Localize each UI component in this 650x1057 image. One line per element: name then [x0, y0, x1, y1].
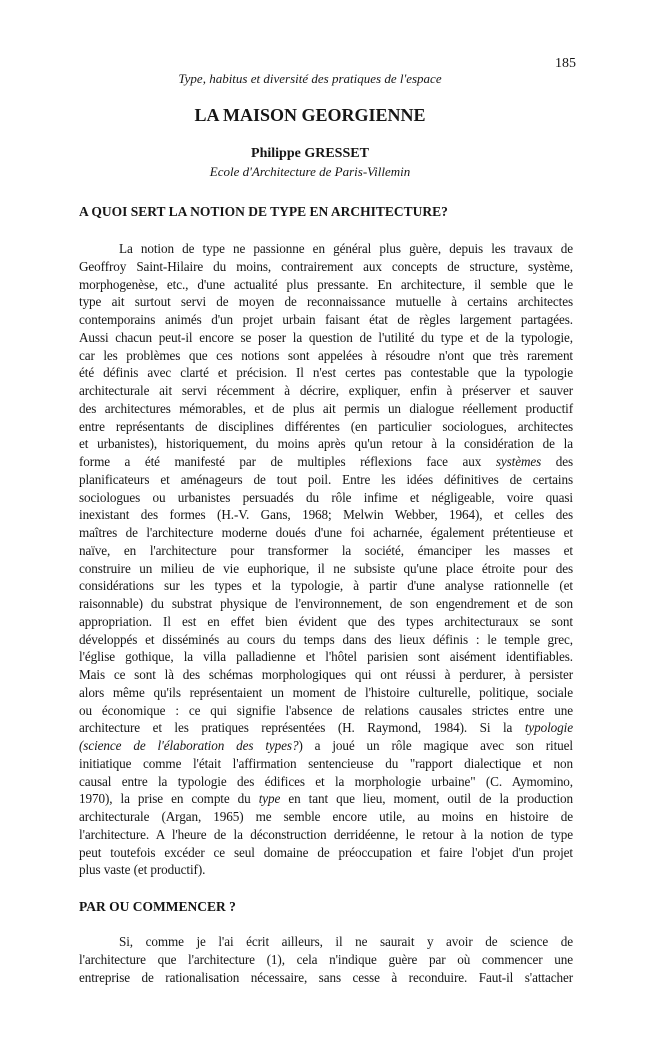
- text-line: [79, 435, 573, 453]
- text-segment: considérations sur les types et la typologie, à partir d'une analyse rationnelle (et: [79, 578, 573, 594]
- text-line: [79, 613, 573, 631]
- text-line: [79, 453, 573, 471]
- text-segment: type ait surtout servi de moyen de reconnaissance mutuelle à certains architectes: [79, 294, 573, 310]
- text-segment: Geoffroy Saint-Hilaire du moins, contrairement aux concepts de structure, système,: [79, 258, 573, 274]
- text-line: [79, 364, 573, 382]
- text-line: [79, 844, 573, 862]
- section-paragraph: [79, 240, 573, 879]
- text-segment: ) a joué un rôle magique avec son rituel: [298, 738, 573, 753]
- section-paragraph: [79, 933, 573, 986]
- article-title: LA MAISON GEORGIENNE: [194, 105, 426, 125]
- text-segment: architecturale ait servi récemment à décrire, expliquer, enfin à préserver et sauver: [79, 383, 573, 398]
- text-line: [79, 560, 573, 578]
- section-heading: A QUOI SERT LA NOTION DE TYPE EN ARCHITECTURE?: [79, 204, 448, 219]
- text-line: [79, 471, 573, 489]
- text-segment: inexistant des formes (H.-V. Gans, 1968; Melwin Webber, 1964), et celles des: [79, 507, 573, 523]
- text-line: [79, 329, 573, 347]
- text-line: [79, 577, 573, 595]
- text-segment: morphogenèse, etc., d'une actualité plus pressante. En architecture, il semble que le: [79, 276, 573, 292]
- text-segment: des: [541, 454, 573, 469]
- text-segment: alors même qu'ils représentaient un moment de l'histoire culturelle, politique, sociale: [79, 684, 573, 700]
- text-segment: contemporains animés d'un projet urbain faisant état de règles largement partagées.: [79, 312, 573, 327]
- running-header: Type, habitus et diversité des pratiques de l'espace: [178, 71, 442, 86]
- text-line: [79, 418, 573, 436]
- text-line: [79, 666, 573, 684]
- text-line: [79, 702, 573, 720]
- italic-text: typologie: [524, 720, 573, 736]
- text-line: [79, 489, 573, 507]
- author-name: Philippe GRESSET: [251, 146, 369, 161]
- text-line: [79, 258, 573, 276]
- text-line: [79, 240, 573, 258]
- text-segment: architecturale (Argan, 1965) me semble encore utile, au moins en histoire de: [79, 809, 573, 824]
- italic-text: systèmes: [495, 454, 542, 469]
- text-segment: l'architecture que l'architecture (1), cela n'indique guère par où commencer une: [79, 951, 573, 967]
- text-line: [79, 790, 573, 808]
- text-line: [79, 773, 573, 791]
- page-number: 185: [555, 56, 576, 71]
- italic-text: type: [258, 791, 281, 807]
- text-line: [79, 293, 573, 311]
- text-line: [79, 648, 573, 666]
- text-segment: sociologues ou urbanistes persuadés du rôle infime et négligeable, voire quasi: [79, 489, 573, 505]
- text-segment: en tant que lieu, moment, outil de la production: [280, 791, 573, 807]
- text-line: [79, 595, 573, 613]
- text-segment: et urbanistes), historiquement, du moins après qu'un retour à la considération de la: [79, 436, 573, 452]
- text-segment: entreprise de rationalisation nécessaire, sans cesse à reconduire. Faut-il s'attacher: [79, 969, 573, 985]
- text-line: [79, 933, 573, 951]
- text-line: [79, 524, 573, 542]
- text-line: [79, 684, 573, 702]
- text-segment: forme a été manifesté par de multiples réflexions face aux: [79, 454, 496, 469]
- text-segment: l'église gothique, la villa palladienne et l'hôtel parisien sont aisément identifiables.: [79, 649, 573, 665]
- author-affiliation: Ecole d'Architecture de Paris-Villemin: [209, 164, 411, 179]
- text-segment: Mais ce sont là des schémas morphologiques qui ont réussi à perdurer, à persister: [79, 667, 573, 682]
- text-segment: peut toutefois excéder ce seul domaine de préoccupation et faire l'objet d'un projet: [79, 844, 573, 860]
- text-line: [79, 506, 573, 524]
- text-segment: appropriation. Il est en effet bien évident que des types architecturaux se sont: [79, 613, 573, 629]
- text-line: [79, 826, 573, 844]
- text-segment: La notion de type ne passionne en général plus guère, depuis les travaux de: [119, 241, 573, 256]
- text-line: [79, 311, 573, 329]
- text-segment: car les problèmes que ces notions sont appelées à résoudre n'ont que très rarement: [79, 347, 573, 363]
- text-line: [79, 969, 573, 987]
- text-segment: raisonnable) du substrat physique de l'environnement, de son engendrement et de son: [79, 596, 573, 611]
- text-segment: planificateurs et aménageurs de tout poil. Entre les idées définitives de certains: [79, 471, 573, 487]
- text-segment: Aussi chacun peut-il encore se poser la question de l'utilité du type et de la typologie,: [79, 329, 573, 345]
- text-line: [79, 382, 573, 400]
- text-segment: maîtres de l'architecture moderne doués d'une foi acharnée, également prétentieuse et: [79, 525, 573, 540]
- text-line: [79, 737, 573, 755]
- text-segment: initiatique comme l'était l'affirmation sentencieuse du "rapport dialectique et non: [79, 755, 573, 771]
- text-line: [79, 755, 573, 773]
- text-segment: des architectures mémorables, et de plus ait permis un dialogue réellement productif: [79, 400, 573, 416]
- text-line: [79, 861, 573, 879]
- text-line: [79, 400, 573, 418]
- text-segment: naïve, en l'architecture pour transformer la société, émanciper les masses et: [79, 542, 573, 558]
- text-segment: causal entre la typologie des édifices et la morphologie urbaine" (C. Aymomino,: [79, 773, 573, 789]
- text-line: [79, 631, 573, 649]
- text-segment: plus vaste (et productif).: [79, 862, 206, 878]
- text-segment: construire un milieu de vie euphorique, il ne subsiste qu'une place étroite pour des: [79, 560, 573, 576]
- text-segment: l'architecture. A l'heure de la déconstruction derridéenne, le retour à la notion de type: [79, 826, 573, 842]
- section-heading: PAR OU COMMENCER ?: [79, 899, 236, 914]
- text-segment: entre représentants de disciplines différentes (en particulier sociologues, architectes: [79, 418, 573, 434]
- text-segment: développés et disséminés au cours du temps dans des lieux définis : le temple grec,: [79, 631, 573, 647]
- text-line: [79, 347, 573, 365]
- text-segment: Si, comme je l'ai écrit ailleurs, il ne saurait y avoir de science de: [119, 934, 573, 949]
- text-segment: architecture et les pratiques représentées (H. Raymond, 1984). Si la: [79, 720, 525, 736]
- italic-text: (science de l'élaboration des types?: [79, 738, 299, 753]
- text-line: [79, 808, 573, 826]
- text-line: [79, 276, 573, 294]
- text-segment: 1970), la prise en compte du: [79, 791, 259, 807]
- text-line: [79, 951, 573, 969]
- text-segment: ou économique : ce qui signifie l'absence de relations causales strictes entre une: [79, 702, 573, 718]
- text-line: [79, 542, 573, 560]
- text-segment: été définis avec clarté et précision. Il n'est certes pas contestable que la typologie: [79, 365, 573, 381]
- text-line: [79, 719, 573, 737]
